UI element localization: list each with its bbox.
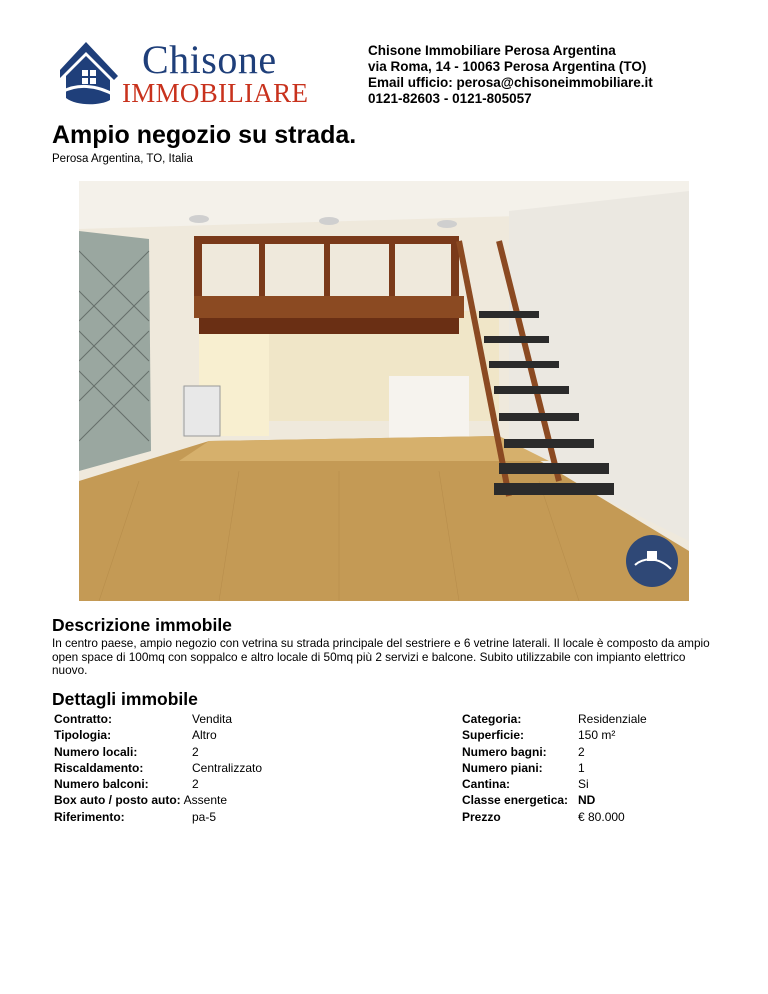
detail-row-categoria [462, 711, 647, 727]
detail-value: 2 [192, 744, 199, 759]
detail-label: Contratto: [54, 712, 112, 726]
detail-row-cantina [462, 776, 647, 792]
detail-row-superficie [462, 727, 647, 743]
detail-value: ND [578, 793, 596, 808]
details-left-column [54, 711, 262, 825]
house-logo-icon [56, 40, 120, 106]
detail-row-numero-locali [54, 744, 262, 760]
detail-value: pa-5 [192, 809, 217, 824]
detail-label: Categoria: [462, 712, 522, 726]
detail-row-numero-piani [462, 760, 647, 776]
logo-subtitle: IMMOBILIARE [122, 78, 309, 108]
detail-value: 150 m² [578, 728, 616, 743]
detail-value: Altro [192, 728, 217, 743]
detail-row-numero-bagni [462, 744, 647, 760]
detail-value: Centralizzato [192, 760, 263, 775]
detail-row-prezzo [462, 809, 647, 825]
detail-row-numero-balconi [54, 776, 262, 792]
property-photo [79, 181, 689, 601]
logo-name: Chisone [142, 37, 277, 82]
detail-row-box-auto [54, 792, 262, 808]
detail-label: Tipologia: [54, 728, 112, 743]
detail-label: Numero locali: [54, 744, 138, 759]
detail-row-riscaldamento [54, 760, 262, 776]
details-heading: Dettagli immobile [52, 689, 198, 709]
detail-label: Riferimento: [54, 809, 125, 824]
detail-label: Riscaldamento: [54, 760, 144, 775]
detail-value: Residenziale [578, 712, 647, 726]
detail-label: Numero piani: [462, 760, 543, 775]
agency-email[interactable]: Email ufficio: perosa@chisoneimmobiliare.it [368, 75, 653, 90]
detail-value: 1 [578, 760, 585, 775]
agency-info [368, 43, 653, 107]
detail-value: Si [578, 777, 589, 792]
detail-value: Assente [183, 793, 228, 808]
agency-address: via Roma, 14 - 10063 Perosa Argentina (TO) [368, 59, 647, 74]
detail-value: 2 [192, 777, 199, 792]
detail-row-classe-energetica [462, 792, 647, 808]
agency-phones[interactable]: 0121-82603 - 0121-805057 [368, 91, 532, 106]
detail-label: Superficie: [462, 728, 525, 743]
detail-label: Cantina: [462, 777, 510, 792]
listing-title: Ampio negozio su strada. [52, 121, 357, 149]
detail-value: 2 [578, 744, 585, 759]
agency-name: Chisone Immobiliare Perosa Argentina [368, 43, 616, 58]
details-right-column [462, 711, 647, 825]
company-logo [56, 38, 346, 110]
detail-label: Classe energetica: [462, 793, 569, 808]
listing-location: Perosa Argentina, TO, Italia [52, 153, 193, 165]
detail-row-contratto [54, 711, 262, 727]
detail-label: Numero bagni: [462, 744, 547, 759]
detail-value: Vendita [192, 712, 233, 726]
description-text: In centro paese, ampio negozio con vetrina su strada principale del sestriere e 6 vetrine laterali. Il locale è composto da ampio open space di 100mq con soppalco e altro locale di 50mq più 2 servizi e balcone. Subito utilizzabile con impianto elettrico nuovo. [52, 636, 710, 677]
detail-row-riferimento [54, 809, 262, 825]
description-heading: Descrizione immobile [52, 615, 232, 635]
detail-label: Numero balconi: [54, 777, 149, 792]
detail-label: Prezzo [462, 809, 501, 824]
detail-row-tipologia [54, 727, 262, 743]
detail-label: Box auto / posto auto: [54, 793, 181, 808]
detail-value: € 80.000 [578, 809, 625, 824]
